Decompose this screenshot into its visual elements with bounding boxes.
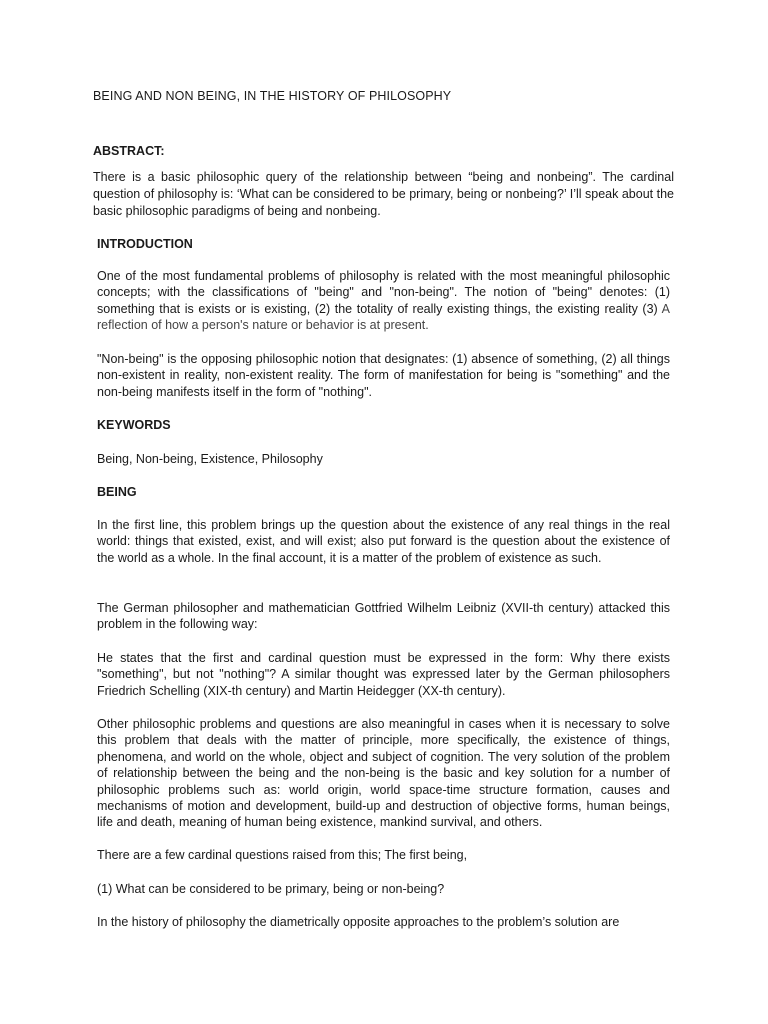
- being-paragraph-5: There are a few cardinal questions raised from this; The first being,: [97, 848, 468, 862]
- being-heading: BEING: [97, 485, 137, 499]
- introduction-paragraph-1: [97, 268, 670, 334]
- being-paragraph-6: (1) What can be considered to be primary, being or non-being?: [97, 882, 445, 896]
- being-paragraph-1: In the first line, this problem brings up the question about the existence of any real things in the real world: things that existed, exist, and will exist; also put forward is the question about the existence of the world as a whole. In the final account, it is a matter of the problem of existence as such.: [97, 518, 670, 565]
- abstract-paragraph: There is a basic philosophic query of the relationship between “being and nonbeing”. The cardinal question of philosophy is: ‘What can be considered to be primary, being or nonbeing?’ I’ll speak about the basic philosophic paradigms of being and nonbeing.: [93, 170, 674, 218]
- being-paragraph-4: Other philosophic problems and questions are also meaningful in cases when it is necessary to solve this problem that deals with the matter of principle, more specifically, the existence of things, phenomena, and world on the whole, object and subject of cognition. The very solution of the problem of relationship between the being and the non-being is the basic and key solution for a number of philosophic problems such as: world origin, world space-time structure formation, causes and mechanisms of motion and development, build-up and destruction of objective forms, human beings, life and death, meaning of human being existence, mankind survival, and others.: [97, 717, 670, 830]
- introduction-heading: INTRODUCTION: [97, 237, 193, 251]
- document-title: BEING AND NON BEING, IN THE HISTORY OF PHILOSOPHY: [93, 89, 452, 103]
- keywords-heading: KEYWORDS: [97, 418, 171, 432]
- being-paragraph-7: In the history of philosophy the diametrically opposite approaches to the problem’s solution are: [97, 915, 620, 929]
- introduction-paragraph-2: "Non-being" is the opposing philosophic notion that designates: (1) absence of something, (2) all things non-existent in reality, non-existent reality. The form of manifestation for being is "something" and the non-being manifests itself in the form of "nothing".: [97, 352, 670, 399]
- introduction-paragraph-1-tail: A reflection of how a person's nature or behavior is at present.: [97, 301, 670, 333]
- keywords-text: Being, Non-being, Existence, Philosophy: [97, 452, 323, 466]
- introduction-paragraph-1-main: One of the most fundamental problems of philosophy is related with the most meaningful philosophic concepts; with the classifications of "being" and "non-being". The notion of "being" denotes: (1) something that is exists or is existing, (2) the totality of really existing things, the existing reality (3): [97, 269, 670, 316]
- abstract-heading: ABSTRACT:: [93, 144, 165, 158]
- being-paragraph-2: The German philosopher and mathematician Gottfried Wilhelm Leibniz (XVII-th century) attacked this problem in the following way:: [97, 601, 670, 632]
- being-paragraph-3: He states that the first and cardinal question must be expressed in the form: Why there exists "something", but not "nothing"? A similar thought was expressed later by the German philosophers Friedrich Schelling (XIX-th century) and Martin Heidegger (XX-th century).: [97, 651, 670, 698]
